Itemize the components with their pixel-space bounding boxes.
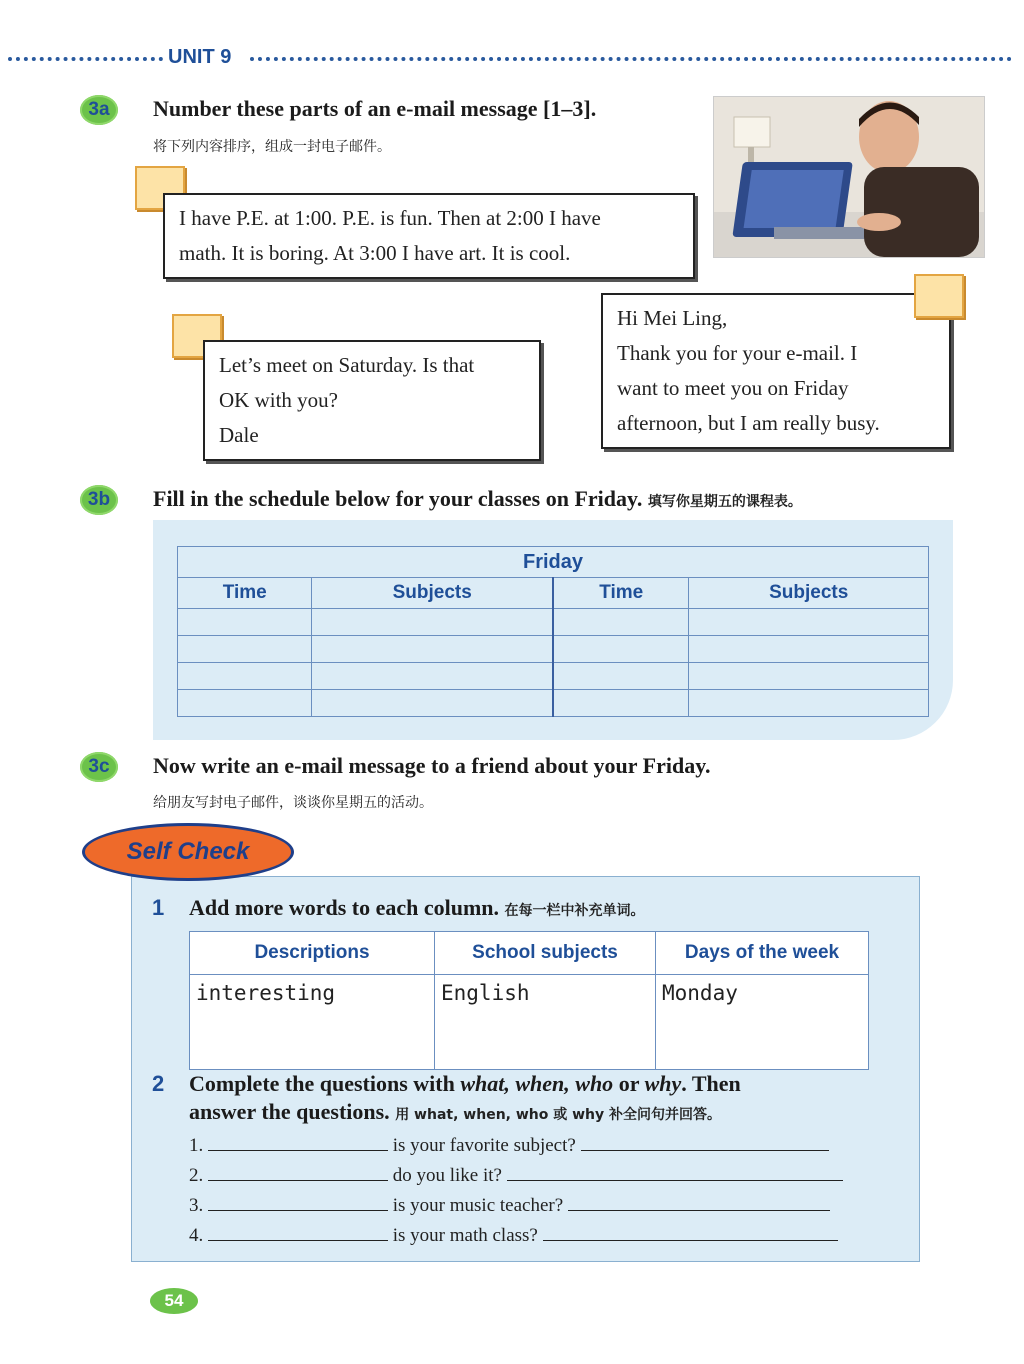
question-3-blank[interactable]	[208, 1196, 388, 1211]
q2-heading-zh: 用 what, when, who 或 why 补全问句并回答。	[395, 1107, 722, 1123]
q1-heading-zh: 在每一栏中补充单词。	[504, 903, 645, 919]
schedule-cell[interactable]	[689, 690, 929, 717]
schedule-row	[178, 663, 929, 690]
schedule-cell[interactable]	[178, 609, 312, 636]
schedule-cell[interactable]	[312, 663, 553, 690]
question-1-answer-line[interactable]	[581, 1136, 829, 1151]
schedule-row	[178, 609, 929, 636]
schedule-cell[interactable]	[178, 663, 312, 690]
badge-3b: 3b	[80, 485, 118, 515]
question-3-answer-line[interactable]	[568, 1196, 830, 1211]
email-closing-line-3: Dale	[219, 423, 259, 447]
q2-heading-or: or	[613, 1071, 645, 1096]
question-1-text: is your favorite subject?	[392, 1135, 576, 1156]
q2-heading-a: Complete the questions with	[189, 1071, 461, 1096]
schedule-header-time-1: Time	[178, 578, 312, 609]
heading-3b	[153, 486, 802, 512]
column-header-days: Days of the week	[656, 932, 869, 975]
schedule-cell[interactable]	[553, 609, 689, 636]
question-1-number: 1.	[189, 1135, 204, 1156]
schedule-row	[178, 690, 929, 717]
heading-3c: Now write an e-mail message to a friend about your Friday.	[153, 753, 711, 778]
q1-heading	[189, 895, 645, 921]
cell-descriptions[interactable]: interesting	[190, 975, 435, 1070]
question-3-number: 3.	[189, 1195, 204, 1216]
question-2-answer-line[interactable]	[507, 1166, 843, 1181]
column-header-descriptions: Descriptions	[190, 932, 435, 975]
schedule-cell[interactable]	[553, 663, 689, 690]
schedule-row	[178, 636, 929, 663]
heading-3a: Number these parts of an e-mail message [1–3].	[153, 96, 597, 121]
schedule-cell[interactable]	[312, 636, 553, 663]
q2-heading-words: what, when, who	[460, 1071, 614, 1096]
email-body-line-1: I have P.E. at 1:00. P.E. is fun. Then at 2:00 I have	[179, 206, 601, 230]
heading-3b-zh: 填写你星期五的课程表。	[647, 494, 802, 510]
email-greeting-line-4: afternoon, but I am really busy.	[617, 411, 880, 435]
question-3	[189, 1195, 830, 1217]
schedule-cell[interactable]	[312, 609, 553, 636]
question-1	[189, 1135, 829, 1157]
word-columns-table	[189, 931, 869, 1070]
badge-3c: 3c	[80, 752, 118, 782]
schedule-cell[interactable]	[689, 636, 929, 663]
question-2-text: do you like it?	[392, 1165, 502, 1186]
question-4-blank[interactable]	[208, 1226, 388, 1241]
q2-heading-b: . Then	[681, 1071, 741, 1096]
email-part-body	[163, 193, 695, 279]
schedule-header-subjects-2: Subjects	[689, 578, 929, 609]
schedule-cell[interactable]	[553, 690, 689, 717]
cell-days[interactable]: Monday	[656, 975, 869, 1070]
schedule-header-subjects-1: Subjects	[312, 578, 553, 609]
badge-3a: 3a	[80, 95, 118, 125]
schedule-cell[interactable]	[312, 690, 553, 717]
header-dots-left	[8, 57, 163, 61]
schedule-cell[interactable]	[689, 663, 929, 690]
number-box-3[interactable]	[914, 274, 964, 318]
q2-number: 2	[152, 1071, 165, 1096]
page-number: 54	[150, 1288, 198, 1314]
question-4-answer-line[interactable]	[543, 1226, 838, 1241]
email-greeting-line-1: Hi Mei Ling,	[617, 306, 728, 330]
schedule-cell[interactable]	[178, 690, 312, 717]
email-closing-line-2: OK with you?	[219, 388, 338, 412]
question-2	[189, 1165, 843, 1187]
question-3-text: is your music teacher?	[392, 1195, 564, 1216]
photo-boy-laptop	[713, 96, 985, 258]
friday-schedule-table	[177, 546, 929, 717]
question-4	[189, 1225, 838, 1247]
email-part-closing	[203, 340, 541, 461]
schedule-cell[interactable]	[553, 636, 689, 663]
question-4-text: is your math class?	[392, 1225, 538, 1246]
subtitle-3a: 将下列内容排序，组成一封电子邮件。	[153, 139, 391, 155]
q1-number: 1	[152, 895, 165, 920]
question-1-blank[interactable]	[208, 1136, 388, 1151]
question-2-blank[interactable]	[208, 1166, 388, 1181]
heading-3b-text: Fill in the schedule below for your classes on Friday.	[153, 486, 643, 511]
email-greeting-line-2: Thank you for your e-mail. I	[617, 341, 858, 365]
schedule-cell[interactable]	[689, 609, 929, 636]
unit-label: UNIT 9	[168, 46, 232, 68]
question-2-number: 2.	[189, 1165, 204, 1186]
email-body-line-2: math. It is boring. At 3:00 I have art. It is cool.	[179, 241, 571, 265]
column-header-school-subjects: School subjects	[435, 932, 656, 975]
schedule-header-time-2: Time	[553, 578, 689, 609]
q2-heading-why: why	[644, 1071, 682, 1096]
cell-school-subjects[interactable]: English	[435, 975, 656, 1070]
q2-heading-c: answer the questions.	[189, 1099, 390, 1124]
schedule-day-header: Friday	[178, 547, 929, 578]
email-part-greeting	[601, 293, 951, 449]
email-greeting-line-3: want to meet you on Friday	[617, 376, 849, 400]
q1-heading-text: Add more words to each column.	[189, 895, 500, 920]
header-dots-right	[250, 57, 1012, 61]
self-check-label: Self Check	[82, 823, 294, 881]
email-closing-line-1: Let’s meet on Saturday. Is that	[219, 353, 475, 377]
subtitle-3c: 给朋友写封电子邮件，谈谈你星期五的活动。	[153, 795, 433, 811]
q2-heading	[189, 1070, 889, 1129]
question-4-number: 4.	[189, 1225, 204, 1246]
schedule-cell[interactable]	[178, 636, 312, 663]
